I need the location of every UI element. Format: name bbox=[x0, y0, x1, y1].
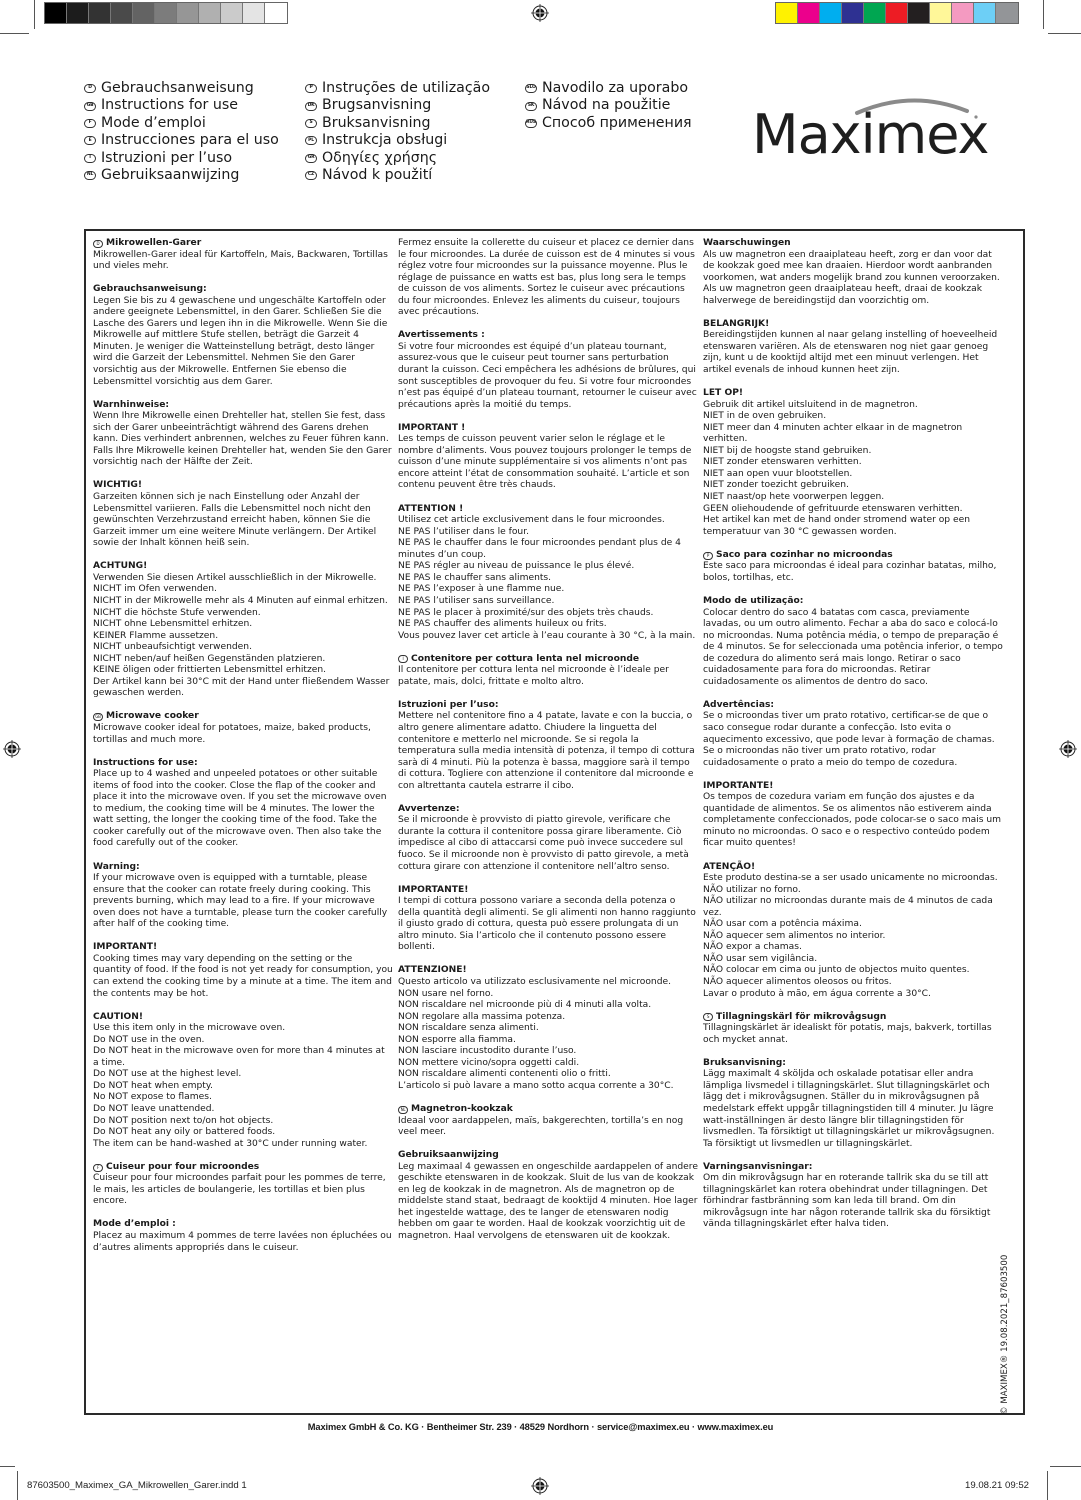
paragraph: NIET zonder toezicht gebruiken. bbox=[703, 480, 849, 491]
paragraph: NÃO aquecer sem alimentos no interior. bbox=[703, 930, 886, 941]
language-label: Способ применения bbox=[542, 114, 692, 131]
section-title bbox=[703, 1012, 1003, 1024]
paragraph: Utilisez cet article exclusivement dans le four microondes. bbox=[398, 515, 665, 526]
paragraph: Cuiseur pour four microondes parfait pour les pommes de terre, le mais, les articles de boulangerie, les tortillas et bien plus encore. bbox=[93, 1173, 386, 1207]
color-swatch bbox=[45, 3, 67, 23]
subheading: Avvertenze: bbox=[398, 803, 460, 814]
paragraph: NON esporre alla fiamma. bbox=[398, 1034, 516, 1045]
color-swatch bbox=[243, 3, 265, 23]
paragraph: KEINER Flamme aussetzen. bbox=[93, 630, 219, 641]
paragraph: Wenn Ihre Mikrowelle einen Drehteller hat, stellen Sie fest, dass sich der Garer unbeeinträchtigt während des Garens drehen kann. Dies verhindert anbrennen, welches zu Feuer führen kann. Falls Ihre Mikrowelle keinen Drehteller hat, wenden Sie den Garer vorsichtig nach der Hälfte der Zeit. bbox=[93, 411, 392, 468]
subheading: Varningsanvisningar: bbox=[703, 1161, 813, 1172]
process-color-bar bbox=[775, 2, 1019, 24]
language-label: Instruções de utilização bbox=[322, 80, 491, 96]
paragraph-spacer bbox=[398, 1139, 698, 1151]
language-label: Návod na použitie bbox=[542, 97, 671, 114]
paragraph-spacer bbox=[398, 954, 698, 966]
paragraph: Lavar o produto à mão, em água corrente a 30°C. bbox=[703, 988, 931, 999]
color-swatch bbox=[265, 3, 287, 23]
color-swatch bbox=[798, 3, 820, 23]
subheading: Gebrauchsanweisung: bbox=[93, 284, 207, 295]
paragraph: NIET bij de hoogste stand gebruiken. bbox=[703, 445, 872, 456]
color-swatch bbox=[221, 3, 243, 23]
paragraph: Als uw magnetron een draaiplateau heeft, zorg er dan voor dat de kookzak goed mee kan draaien. Hierdoor wordt aanbranden voorkomen, wat anders mogelijk brand zou kunnen veroorzaken. Als uw magnetron geen draaiplateau heeft, draai de kookzak halverwege de bereidingstijd dan voorzichtig om. bbox=[703, 249, 1000, 306]
paragraph: NON mettere vicino/sopra oggetti caldi. bbox=[398, 1057, 580, 1068]
paragraph-spacer bbox=[398, 411, 698, 423]
language-label: Navodilo za uporabo bbox=[542, 80, 689, 96]
paragraph-spacer bbox=[398, 319, 698, 331]
paragraph: NIET meer dan 4 minuten achter elkaar in de magnetron verhitten. bbox=[703, 422, 963, 445]
paragraph-spacer bbox=[93, 700, 393, 712]
paragraph: NÃO usar sem vigilância. bbox=[703, 953, 818, 964]
registration-mark-top bbox=[531, 4, 549, 22]
color-swatch bbox=[864, 3, 886, 23]
country-code-badge-icon: S bbox=[305, 119, 317, 128]
crop-mark-top-right-v bbox=[1043, 0, 1044, 29]
paragraph-spacer bbox=[93, 1208, 393, 1220]
country-code-badge-icon: SK bbox=[525, 102, 537, 111]
country-code-badge-icon: E bbox=[84, 136, 96, 145]
language-label: Bruksanvisning bbox=[322, 114, 431, 131]
subheading: Waarschuwingen bbox=[703, 238, 791, 248]
color-swatch bbox=[974, 3, 996, 23]
paragraph-spacer bbox=[703, 769, 1003, 781]
paragraph: Mettere nel contenitore fino a 4 patate, lavate e con la buccia, o altro genere alimentare adatto. Chiudere la linguetta del contenitore e metterlo nel microonde. Se si regola la temperatura sulla media intensità di potenza, il tempo di cottura sarà di 4 minuti. Più la potenza è bassa, maggiore sarà il tempo di cottura. Togliere con attenzione il contenitore dal microonde e con altrettanta cautela estrarre il cibo. bbox=[398, 711, 695, 791]
language-label: Instrucciones para el uso bbox=[101, 132, 279, 149]
color-swatch bbox=[842, 3, 864, 23]
country-code-badge-icon: P bbox=[703, 552, 713, 560]
paragraph: Garzeiten können sich je nach Einstellung oder Anzahl der Lebensmittel variieren. Falls die Lebensmittel noch nicht den gewünschten Verzehrzustand erreicht haben, können Sie die Garzeit immer um eine weitere Minute verlängern. Der Artikel sowie der Inhalt können heiß sein. bbox=[93, 492, 377, 549]
section-title-text: Microwave cooker bbox=[106, 711, 199, 722]
paragraph-spacer bbox=[398, 792, 698, 804]
paragraph: KEINE öligen oder frittierten Lebensmittel erhitzen. bbox=[93, 665, 327, 676]
paragraph-spacer bbox=[93, 1000, 393, 1012]
paragraph: Les temps de cuisson peuvent varier selon le réglage et le nombre d’aliments. Vous pouvez toujours prolonger le temps de cuisson d’une minute supplémentaire si vos aliments n’ont pas encore atteint l’état de consommation souhaité. L’article et son contenu peuvent être très chauds. bbox=[398, 434, 692, 491]
color-swatch bbox=[177, 3, 199, 23]
subheading: Mode d’emploi : bbox=[93, 1219, 176, 1230]
paragraph: NIET zonder etenswaren verhitten. bbox=[703, 457, 862, 468]
country-code-badge-icon: RUS bbox=[525, 119, 537, 128]
country-code-badge-icon: SLO bbox=[525, 84, 537, 93]
color-swatch bbox=[908, 3, 930, 23]
paragraph: Use this item only in the microwave oven. bbox=[93, 1023, 286, 1034]
paragraph: NE PAS régler au niveau de puissance le plus élevé. bbox=[398, 561, 635, 572]
paragraph: NON riscaldare senza alimenti. bbox=[398, 1023, 539, 1034]
color-swatch bbox=[996, 3, 1018, 23]
subheading: Warning: bbox=[93, 861, 140, 872]
paragraph: Cooking times may vary depending on the setting or the quantity of food. If the food is not yet ready for consumption, you can extend the cooking time by a minute at a time. The item and the contents may be hot. bbox=[93, 953, 393, 999]
country-code-badge-icon: I bbox=[84, 154, 96, 163]
copyright-notice: © MAXIMEX® 19.08.2021_87603500 bbox=[1000, 1254, 1010, 1415]
color-swatch bbox=[199, 3, 221, 23]
paragraph: Do NOT heat when empty. bbox=[93, 1080, 213, 1091]
subheading: IMPORTANTE! bbox=[703, 780, 774, 791]
paragraph: Este produto destina-se a ser usado unicamente no microondas. bbox=[703, 873, 998, 884]
language-label: Instructions for use bbox=[101, 97, 238, 114]
language-item bbox=[84, 167, 279, 184]
text-column-2 bbox=[398, 238, 698, 1243]
paragraph: The item can be hand-washed at 30°C under running water. bbox=[93, 1138, 368, 1149]
paragraph: NICHT die höchste Stufe verwenden. bbox=[93, 607, 261, 618]
paragraph: Os tempos de cozedura variam em função dos ajustes e da quantidade de alimentos. Se os alimentos não estiverem ainda completamente confeccionados, pode colocar-se o saco mais um minuto no microondas. O saco e o respectivo conteúdo podem ficar muito quentes! bbox=[703, 792, 1002, 849]
paragraph: Place up to 4 washed and unpeeled potatoes or other suitable items of food into the cooker. Close the flap of the cooker and place it into the microwave oven. If you set the microwave oven to medium, the cooking time will be 4 minutes. The lower the watt setting, the longer the cooking time of the food. Take the cooker carefully out of the microwave oven. Then also take the food carefully out of the cooker. bbox=[93, 769, 387, 849]
section-title bbox=[703, 550, 1003, 562]
paragraph-spacer bbox=[703, 1046, 1003, 1058]
language-item bbox=[305, 167, 490, 184]
crop-mark-bottom-left-v bbox=[17, 1471, 18, 1500]
paragraph-spacer bbox=[398, 492, 698, 504]
color-swatch bbox=[133, 3, 155, 23]
paragraph-spacer bbox=[93, 469, 393, 481]
subheading: ACHTUNG! bbox=[93, 561, 148, 572]
country-code-badge-icon: CZ bbox=[305, 171, 317, 180]
paragraph: Bereidingstijden kunnen al naar gelang instelling of hoeveelheid etenswaren variëren. Als de etenswaren nog niet gaar genoeg zijn, kunt u de kooktijd altijd met een minuut verlengen. Het artikel evenals de inhoud kunnen heet zijn. bbox=[703, 330, 998, 376]
subheading: Warnhinweise: bbox=[93, 399, 170, 410]
paragraph-spacer bbox=[93, 388, 393, 400]
language-item bbox=[84, 132, 279, 149]
subheading: IMPORTANT ! bbox=[398, 422, 466, 433]
section-title-text: Magnetron-kookzak bbox=[411, 1104, 513, 1115]
paragraph-spacer bbox=[398, 642, 698, 654]
country-code-badge-icon: D bbox=[93, 240, 103, 248]
subheading: Istruzioni per l’uso: bbox=[398, 699, 499, 710]
paragraph: NON riscaldare nel microonde più di 4 minuti alla volta. bbox=[398, 1000, 652, 1011]
country-code-badge-icon: DK bbox=[305, 102, 317, 111]
country-code-badge-icon: GR bbox=[305, 154, 317, 163]
paragraph: Om din mikrovågsugn har en roterande tallrik ska du se till att tillagningskärlet kan rotera obehindrat under tillagningen. Det förhindrar fastbränning som kan leda till brand. Om din mikrovågsugn inte har någon roterande tallrik ska du försiktigt vända tillagningskärlet efter halva tiden. bbox=[703, 1173, 991, 1230]
section-title bbox=[398, 1104, 698, 1116]
color-swatch bbox=[952, 3, 974, 23]
paragraph: Gebruik dit artikel uitsluitend in de magnetron. bbox=[703, 399, 918, 410]
paragraph: Verwenden Sie diesen Artikel ausschließlich in der Mikrowelle. bbox=[93, 572, 377, 583]
paragraph-spacer bbox=[93, 273, 393, 285]
paragraph-spacer bbox=[93, 850, 393, 862]
paragraph: NIET aan open vuur blootstellen. bbox=[703, 468, 853, 479]
country-code-badge-icon: D bbox=[84, 84, 96, 93]
language-item bbox=[84, 115, 279, 132]
subheading: Advertências: bbox=[703, 699, 775, 710]
section-title bbox=[93, 1162, 393, 1174]
country-code-badge-icon: NL bbox=[84, 171, 96, 180]
color-swatch bbox=[155, 3, 177, 23]
paragraph: NICHT ohne Lebensmittel erhitzen. bbox=[93, 619, 253, 630]
subheading: BELANGRIJK! bbox=[703, 318, 770, 329]
paragraph: Do NOT leave unattended. bbox=[93, 1104, 215, 1115]
language-item bbox=[84, 150, 279, 167]
paragraph: NÃO utilizar no microondas durante mais de 4 minutos de cada vez. bbox=[703, 896, 993, 918]
paragraph: NE PAS l’exposer à une flamme nue. bbox=[398, 584, 565, 595]
language-item bbox=[525, 115, 692, 132]
section-title-text: Contenitore per cottura lenta nel microonde bbox=[411, 653, 640, 664]
paragraph: NON regolare alla massima potenza. bbox=[398, 1011, 566, 1022]
paragraph: L’articolo si può lavare a mano sotto acqua corrente a 30°C. bbox=[398, 1080, 674, 1091]
paragraph: GEEN oliehoudende of gefrituurde etenswaren verhitten. bbox=[703, 503, 963, 514]
language-item bbox=[525, 97, 692, 114]
paragraph-spacer bbox=[703, 538, 1003, 550]
country-code-badge-icon: GB bbox=[84, 102, 96, 111]
color-swatch bbox=[776, 3, 798, 23]
paragraph: NIET in de oven gebruiken. bbox=[703, 411, 827, 422]
subheading: ATTENTION ! bbox=[398, 503, 464, 514]
registration-mark-bottom bbox=[531, 1477, 549, 1495]
paragraph: Do NOT position next to/on hot objects. bbox=[93, 1115, 274, 1126]
paragraph: Questo articolo va utilizzato esclusivamente nel microonde. bbox=[398, 977, 672, 987]
paragraph-spacer bbox=[703, 1000, 1003, 1012]
paragraph-spacer bbox=[398, 1092, 698, 1104]
language-label: Οδηγίες χρήσης bbox=[322, 149, 438, 166]
paragraph: NICHT unbeaufsichtigt verwenden. bbox=[93, 642, 252, 653]
grayscale-color-bar bbox=[44, 2, 288, 24]
paragraph: Do NOT heat any oily or battered foods. bbox=[93, 1127, 276, 1138]
paragraph: Der Artikel kann bei 30°C mit der Hand unter fließendem Wasser gewaschen werden. bbox=[93, 676, 390, 699]
crop-mark-top-left-v bbox=[34, 0, 35, 29]
paragraph: NE PAS l’utiliser sans surveillance. bbox=[398, 595, 555, 606]
language-item bbox=[305, 115, 490, 132]
crop-mark-bottom-left-h bbox=[0, 1466, 15, 1467]
paragraph: Mikrowellen-Garer ideal für Kartoffeln, Mais, Backwaren, Tortillas und vieles mehr. bbox=[93, 249, 388, 272]
country-code-badge-icon: F bbox=[93, 1164, 103, 1172]
paragraph: Het artikel kan met de hand onder stromend water op een temperatuur van 30 °C gewassen worden. bbox=[703, 515, 971, 537]
paragraph: Leg maximaal 4 gewassen en ongeschilde aardappelen of andere geschikte etenswaren in de kookzak. Sluit de lus van de kookzak en leg de kookzak in de magnetron. Als de magnetron op de middelste stand staat, bedraagt de kooktijd 4 minuten. Hoe lager het ingestelde wattage, des te langer de etenswaren nodig hebben om gaar te worden. Haal de kookzak voorzichtig uit de magnetron. Haal vervolgens de etenswaren uit de kookzak. bbox=[398, 1161, 698, 1242]
paragraph-spacer bbox=[703, 377, 1003, 389]
paragraph: Ideaal voor aardappelen, maïs, bakgerechten, tortilla’s en nog veel meer. bbox=[398, 1115, 684, 1138]
paragraph: Do NOT use in the oven. bbox=[93, 1034, 205, 1045]
language-label: Brugsanvisning bbox=[322, 97, 432, 114]
slug-datetime: 19.08.21 09:52 bbox=[965, 1480, 1030, 1491]
paragraph: I tempi di cottura possono variare a seconda della potenza o della quantità degli alimenti. Se gli alimenti non hanno raggiunto il giusto grado di cottura, questa può essere prolungata di un altro minuto. Sia l’articolo che il contenuto possono essere bollenti. bbox=[398, 896, 696, 953]
color-swatch bbox=[89, 3, 111, 23]
paragraph: NE PAS le chauffer dans le four microondes pendant plus de 4 minutes d’un coup. bbox=[398, 538, 681, 560]
language-label: Mode d’emploi bbox=[101, 114, 206, 131]
paragraph: NÃO usar com a potência máxima. bbox=[703, 919, 862, 930]
paragraph: Se il microonde è provvisto di piatto girevole, verificare che durante la cottura il contenitore possa girare liberamente. Ciò impedisce al cibo di attaccarsi come può invece succedere sul fuoco. Se il microonde non è provvisto di patto girevole, a metà cottura girare con attenzione il contenitore nell’altro senso. bbox=[398, 815, 689, 872]
paragraph: Il contenitore per cottura lenta nel microonde è l’ideale per patate, mais, dolci, frittate e molto altro. bbox=[398, 665, 669, 687]
paragraph: If your microwave oven is equipped with a turntable, please ensure that the cooker can rotate freely during cooking. This prevents burning, which may lead to a fire. If your microwave oven does not have a turntable, please turn the cooker carefully after half of the cooking time. bbox=[93, 873, 388, 930]
paragraph: NICHT neben/auf heißen Gegenständen platzieren. bbox=[93, 653, 326, 664]
maximex-logo bbox=[752, 95, 1002, 175]
language-list-1 bbox=[84, 80, 279, 184]
section-title-text: Mikrowellen-Garer bbox=[106, 238, 202, 248]
paragraph: NE PAS le placer à proximité/sur des objets très chauds. bbox=[398, 607, 654, 618]
section-title bbox=[93, 711, 393, 723]
paragraph: NÃO expor a chamas. bbox=[703, 942, 802, 953]
paragraph: Do NOT use at the highest level. bbox=[93, 1069, 242, 1080]
paragraph: Tillagningskärlet är idealiskt för potatis, majs, bakverk, tortillas och mycket annat. bbox=[703, 1023, 992, 1045]
paragraph-spacer bbox=[93, 931, 393, 943]
subheading: LET OP! bbox=[703, 388, 744, 399]
paragraph-spacer bbox=[703, 688, 1003, 700]
subheading: Bruksanvisning: bbox=[703, 1057, 786, 1068]
paragraph: NON usare nel forno. bbox=[398, 988, 494, 999]
language-label: Istruzioni per l’uso bbox=[101, 149, 233, 166]
language-list-2 bbox=[305, 80, 490, 184]
language-item bbox=[305, 80, 490, 97]
country-code-badge-icon: I bbox=[398, 655, 408, 663]
paragraph: Este saco para microondas é ideal para cozinhar batatas, milho, bolos, tortilhas, etc. bbox=[703, 561, 997, 583]
language-label: Gebrauchsanweisung bbox=[101, 80, 254, 96]
color-swatch bbox=[111, 3, 133, 23]
company-address: Maximex GmbH & Co. KG · Bentheimer Str. 239 · 48529 Nordhorn · service@maximex.eu · www.maximex.eu bbox=[307, 1422, 774, 1432]
country-code-badge-icon: GB bbox=[93, 713, 103, 721]
crop-mark-top-right-h bbox=[1048, 33, 1081, 34]
country-code-badge-icon: S bbox=[703, 1013, 713, 1021]
crop-mark-top-left-h bbox=[0, 33, 29, 34]
language-item bbox=[305, 132, 490, 149]
paragraph: Si votre four microondes est équipé d’un plateau tournant, assurez-vous que le cuiseur peut tourner sans perturbation durant la cuisson. Ceci empêchera les adhésions de brûlures, qui sont susceptibles de provoquer du feu. Si votre four microondes n’est pas équipé d’un plateau tournant, retourner le cuiseur avec précautions après la moitié du temps. bbox=[398, 341, 697, 410]
subheading: ATENÇÃO! bbox=[703, 861, 756, 872]
subheading: Instructions for use: bbox=[93, 757, 198, 768]
registration-mark-left bbox=[3, 740, 21, 758]
logo-wordmark: Maximex bbox=[752, 103, 989, 166]
language-item bbox=[84, 97, 279, 114]
language-label: Instrukcja obsługi bbox=[322, 132, 448, 149]
section-title-text: Tillagningskärl för mikrovågsugn bbox=[716, 1011, 887, 1022]
country-code-badge-icon: NL bbox=[398, 1106, 408, 1114]
paragraph: NE PAS chauffer des aliments huileux ou frits. bbox=[398, 619, 607, 630]
paragraph: Se o microondas tiver um prato rotativo, certificar-se de que o saco consegue rodar durante a confecção. Isto evita o aquecimento excessivo, que pode levar à formação de chamas. Se o microondas não tiver um prato rotativo, rodar cuidadosamente o prato a meio do tempo de cozedura. bbox=[703, 711, 995, 768]
paragraph: NE PAS le chauffer sans aliments. bbox=[398, 572, 552, 583]
section-title-text: Cuiseur pour four microondes bbox=[106, 1161, 260, 1172]
country-code-badge-icon: F bbox=[84, 119, 96, 128]
paragraph: Placez au maximum 4 pommes de terre lavées non épluchées ou d’autres aliments appropriés dans le cuiseur. bbox=[93, 1231, 392, 1253]
paragraph: NON lasciare incustodito durante l’uso. bbox=[398, 1046, 577, 1057]
subheading: WICHTIG! bbox=[93, 480, 143, 491]
color-swatch bbox=[930, 3, 952, 23]
language-item bbox=[525, 80, 692, 97]
paragraph-spacer bbox=[398, 688, 698, 700]
section-title bbox=[93, 238, 393, 250]
subheading: IMPORTANT! bbox=[93, 942, 158, 953]
slug-filename: 87603500_Maximex_GA_Mikrowellen_Garer.indd 1 bbox=[27, 1480, 247, 1491]
paragraph: NE PAS l’utiliser dans le four. bbox=[398, 526, 530, 537]
color-swatch bbox=[886, 3, 908, 23]
subheading: Gebruiksaanwijzing bbox=[398, 1150, 499, 1161]
paragraph-spacer bbox=[703, 307, 1003, 319]
text-column-1 bbox=[93, 238, 393, 1254]
language-label: Návod k použití bbox=[322, 167, 433, 184]
paragraph: Fermez ensuite la collerette du cuiseur et placez ce dernier dans le four microondes. La durée de cuisson est de 4 minutes si vous réglez votre four microondes sur la puissance moyenne. Plus le réglage de puissance en watts est bas, plus long sera le temps de cuisson de vos aliments. Sortez le cuiseur avec précautions du four microondes. Enlevez les aliments du cuiseur, toujours avec précautions. bbox=[398, 238, 695, 318]
section-title-text: Saco para cozinhar no microondas bbox=[716, 549, 893, 560]
language-item bbox=[305, 97, 490, 114]
paragraph: NICHT in der Mikrowelle mehr als 4 Minuten auf einmal erhitzen. bbox=[93, 595, 388, 606]
paragraph: Do NOT heat in the microwave oven for more than 4 minutes at a time. bbox=[93, 1046, 385, 1068]
paragraph-spacer bbox=[703, 1150, 1003, 1162]
color-swatch bbox=[67, 3, 89, 23]
paragraph: Colocar dentro do saco 4 batatas com casca, previamente lavadas, ou um outro alimento. Fechar a aba do saco e colocá-lo no microondas. Numa potência média, o tempo de preparação é de 4 minutos. Se for seleccionada uma potência inferior, o tempo de cozedura do alimento será mais longo. Retirar o saco cuidadosamente para fora do microondas. Retirar cuidadosamente os alimentos de dentro do saco. bbox=[703, 607, 1003, 687]
paragraph-spacer bbox=[398, 873, 698, 885]
color-swatch bbox=[820, 3, 842, 23]
country-code-badge-icon: P bbox=[305, 84, 317, 93]
paragraph: Microwave cooker ideal for potatoes, maize, baked products, tortillas and much more. bbox=[93, 722, 371, 745]
language-item bbox=[305, 150, 490, 167]
subheading: ATTENZIONE! bbox=[398, 965, 467, 976]
paragraph-spacer bbox=[703, 584, 1003, 596]
text-column-3 bbox=[703, 238, 1003, 1231]
paragraph: Lägg maximalt 4 sköljda och oskalade potatisar eller andra lämpliga livsmedel i tillagningskärlet. Slut tillagningskärlet och lägg det i mikrovågsugnen. Ställer du in mikrovågsugnen på medelstark effekt uppgår tillagningstiden till 4 minuter. Ju lägre watt-inställningen är desto längre blir tillagningstiden för livsmedlen. Ta försiktigt ut tillagningskärlet ur mikrovågsugnen. Ta försiktigt ut livsmedlen ur tillagningskärlet. bbox=[703, 1069, 995, 1149]
paragraph: Vous pouvez laver cet article à l’eau courante à 30 °C, à la main. bbox=[398, 630, 696, 641]
language-list-3 bbox=[525, 80, 692, 132]
subheading: Avertissements : bbox=[398, 330, 485, 341]
paragraph: No NOT expose to flames. bbox=[93, 1092, 212, 1103]
paragraph-spacer bbox=[93, 746, 393, 758]
paragraph: NON riscaldare alimenti contenenti olio o fritti. bbox=[398, 1069, 611, 1080]
language-item bbox=[84, 80, 279, 97]
language-label: Gebruiksaanwijzing bbox=[101, 167, 240, 184]
crop-mark-bottom-right-v bbox=[1047, 1471, 1048, 1500]
subheading: CAUTION! bbox=[93, 1011, 144, 1022]
paragraph: NIET naast/op hete voorwerpen leggen. bbox=[703, 492, 885, 503]
paragraph: NICHT im Ofen verwenden. bbox=[93, 584, 217, 595]
subheading: Modo de utilização: bbox=[703, 595, 804, 606]
crop-mark-bottom-right-h bbox=[1050, 1466, 1081, 1467]
paragraph-spacer bbox=[703, 850, 1003, 862]
paragraph: Legen Sie bis zu 4 gewaschene und ungeschälte Kartoffeln oder andere geeignete Lebensmittel, in den Garer. Schließen Sie die Lasche des Garers und legen ihn in die Mikrowelle. Wenn Sie die Mikrowelle auf mittlere Stufe stellen, beträgt die Garzeit 4 Minuten. Je weniger die Watteinstellung beträgt, desto länger wird die Garzeit der Lebensmittel. Nehmen Sie den Garer vorsichtig aus der Mikrowelle. Entfernen Sie ebenso die Lebensmittel vorsichtig aus dem Garer. bbox=[93, 295, 388, 387]
paragraph: NÃO aquecer alimentos oleosos ou fritos. bbox=[703, 977, 892, 987]
paragraph: NÃO colocar em cima ou junto de objectos muito quentes. bbox=[703, 965, 970, 976]
registration-mark-right bbox=[1059, 740, 1077, 758]
subheading: IMPORTANTE! bbox=[398, 884, 469, 895]
country-code-badge-icon: PL bbox=[305, 136, 317, 145]
paragraph-spacer bbox=[93, 550, 393, 562]
section-title bbox=[398, 654, 698, 666]
paragraph-spacer bbox=[93, 1150, 393, 1162]
paragraph: NÃO utilizar no forno. bbox=[703, 884, 801, 895]
